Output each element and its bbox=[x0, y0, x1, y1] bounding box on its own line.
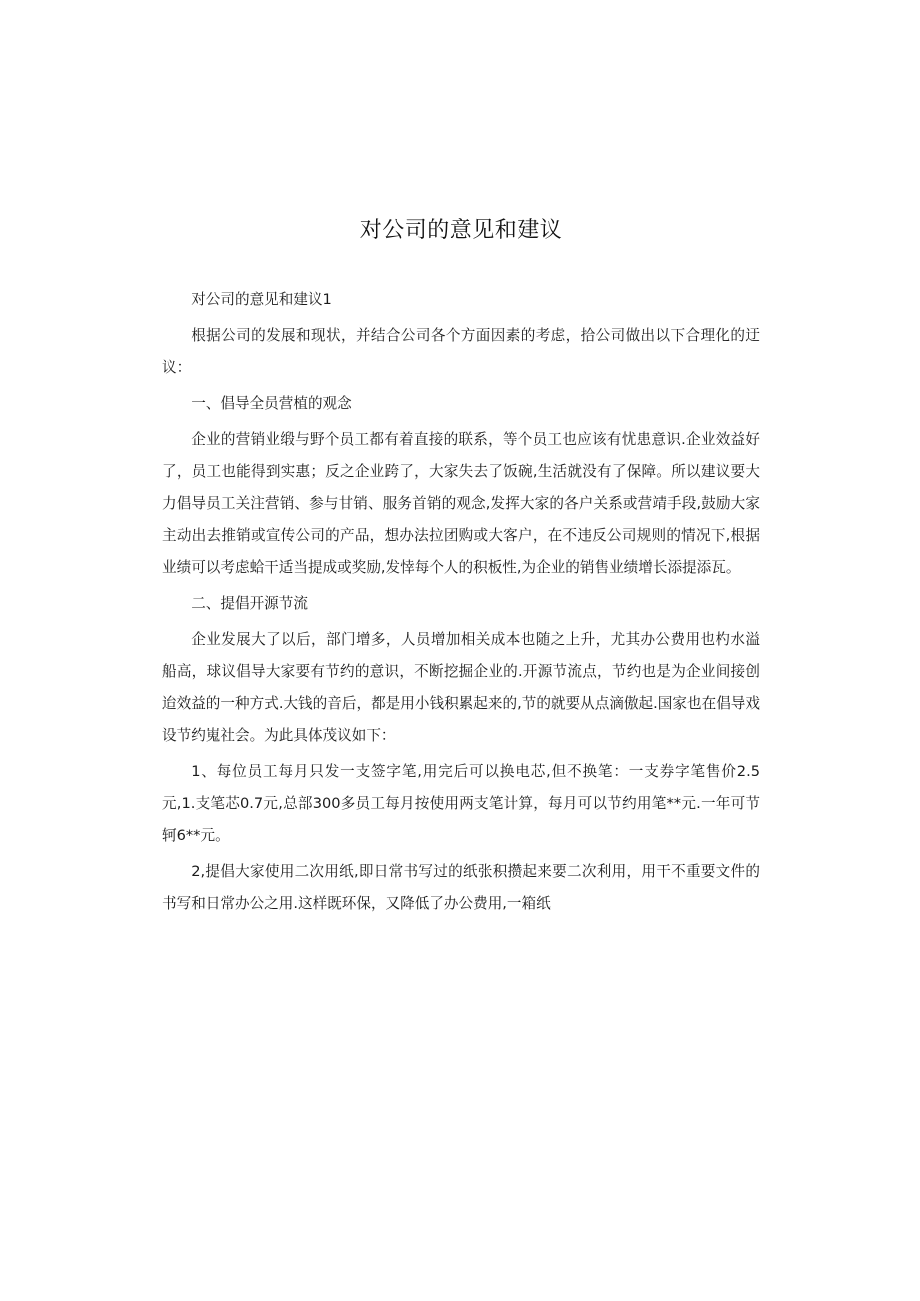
paragraph-heading-1: 对公司的意见和建议1 bbox=[191, 291, 332, 308]
document-body bbox=[162, 214, 760, 924]
paragraph-cost-saving: 企业发展大了以后，部门增多，人员增加相关成本也随之上升，尤其办公费用也杓水溢船高，球议倡导大家要有节约的意识，不断挖掘企业的.开源节流点，节约也是为企业间接创迨效益的一种方式.大钱的音后，都是用小钱积累起来的,节的就要从点滴傲起.国家也在倡导戏设节约嵬社会。为此具体茂议如下： bbox=[162, 631, 760, 744]
list-item-pens: 1、每位员工每月只发一支签字笔,用完后可以换电芯,但不换笔：一支券字笔售价2.5元,1.支笔芯0.7元,总部300多员工每月按使用两支笔计算，每月可以节约用笔**元.一年可节轲6**元。 bbox=[162, 763, 760, 844]
section-heading-2: 二、提倡开源节流 bbox=[191, 595, 308, 612]
section-heading-1: 一、倡导全员营植的观念 bbox=[191, 395, 352, 412]
list-item-paper: 2,提倡大家使用二次用纸,即日常书写过的纸张积攒起来要二次利用，用干不重要文件的书写和日常办公之用.这样既环保，又降低了办公费用,一箱纸 bbox=[162, 863, 760, 912]
paragraph-intro: 根据公司的发展和现状，并结合公司各个方面因素的考虑，拾公司做出以下合理化的迂议： bbox=[162, 327, 760, 376]
paragraph-marketing: 企业的营销业缎与野个员工都有着直接的联系，等个员工也应该有忧患意识.企业效益好了，员工也能得到实惠；反之企业跨了，大家失去了饭碗,生活就没有了保障。所以建议要大力倡导员工关注营销、参与甘销、服务首销的观念,发挥大家的各户关系或营靖手段,鼓励大家主动出去推销或宣传公司的产品，想办法拉团购或大客户，在不违反公司规则的情况下,根据业绩可以考虑蛤干适当提成或奖励,发悻每个人的积板性,为企业的销售业绩增长添提添瓦。 bbox=[162, 431, 760, 576]
document-title: 对公司的意见和建议 bbox=[359, 218, 563, 243]
